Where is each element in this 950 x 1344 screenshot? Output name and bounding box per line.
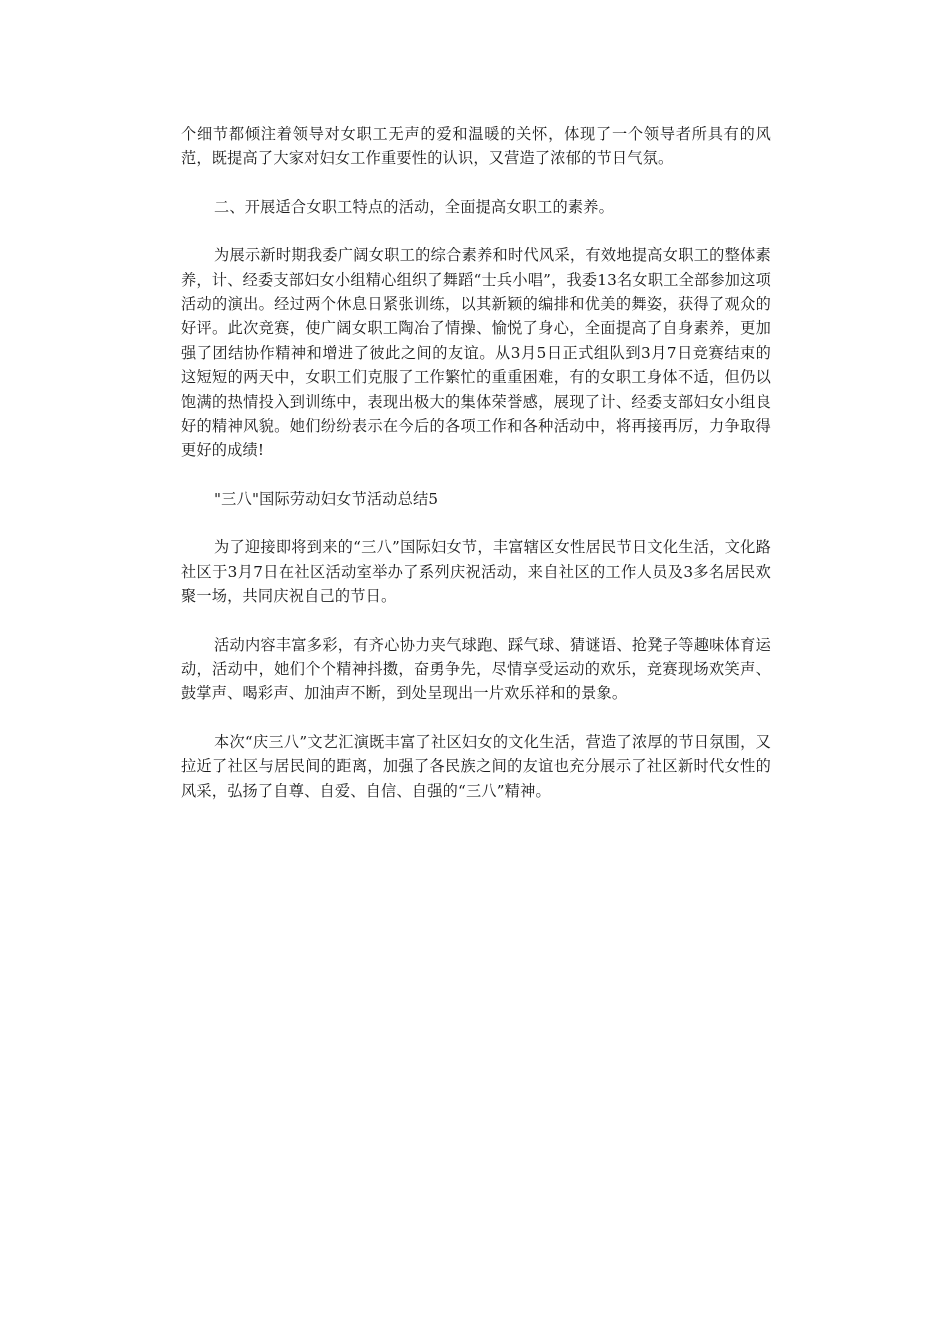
document-body [181, 122, 771, 827]
paragraph-activities: 活动内容丰富多彩，有齐心协力夹气球跑、踩气球、猜谜语、抢凳子等趣味体育运动，活动中，她们个个精神抖擞，奋勇争先，尽情享受运动的欢乐，竞赛现场欢笑声、鼓掌声、喝彩声、加油声不断，到处呈现出一片欢乐祥和的景象。 [181, 635, 771, 703]
paragraph-community-celebration: 为了迎接即将到来的“三八”国际妇女节，丰富辖区女性居民节日文化生活，文化路社区于3月7日在社区活动室举办了系列庆祝活动，来自社区的工作人员及3多名居民欢聚一场，共同庆祝自己的节日。 [181, 538, 771, 606]
paragraph-conclusion: 本次“庆三八”文艺汇演既丰富了社区妇女的文化生活，营造了浓厚的节日氛围，又拉近了社区与居民间的距离，加强了各民族之间的友谊也充分展示了社区新时代女性的风采，弘扬了自尊、自爱、自信、自强的“三八”精神。 [181, 732, 771, 800]
paragraph-continuation: 个细节都倾注着领导对女职工无声的爱和温暖的关怀，体现了一个领导者所具有的风范，既提高了大家对妇女工作重要性的认识，又营造了浓郁的节日气氛。 [181, 125, 771, 168]
section-heading: 二、开展适合女职工特点的活动，全面提高女职工的素养。 [214, 197, 615, 216]
paragraph-dance-performance: 为展示新时期我委广阔女职工的综合素养和时代风采，有效地提高女职工的整体素养，计、经委支部妇女小组精心组织了舞蹈“士兵小唱”，我委13名女职工全部参加这项活动的演出。经过两个休息日紧张训练，以其新颖的编排和优美的舞姿，获得了观众的好评。此次竞赛，使广阔女职工陶冶了情操、愉悦了身心，全面提高了自身素养，更加强了团结协作精神和增进了彼此之间的友谊。从3月5日正式组队到3月7日竞赛结束的这短短的两天中，女职工们克服了工作繁忙的重重困难，有的女职工身体不适，但仍以饱满的热情投入到训练中，表现出极大的集体荣誉感，展现了计、经委支部妇女小组良好的精神风貌。她们纷纷表示在今后的各项工作和各种活动中，将再接再厉，力争取得更好的成绩! [181, 246, 771, 460]
summary-title: "三八"国际劳动妇女节活动总结5 [214, 489, 439, 508]
